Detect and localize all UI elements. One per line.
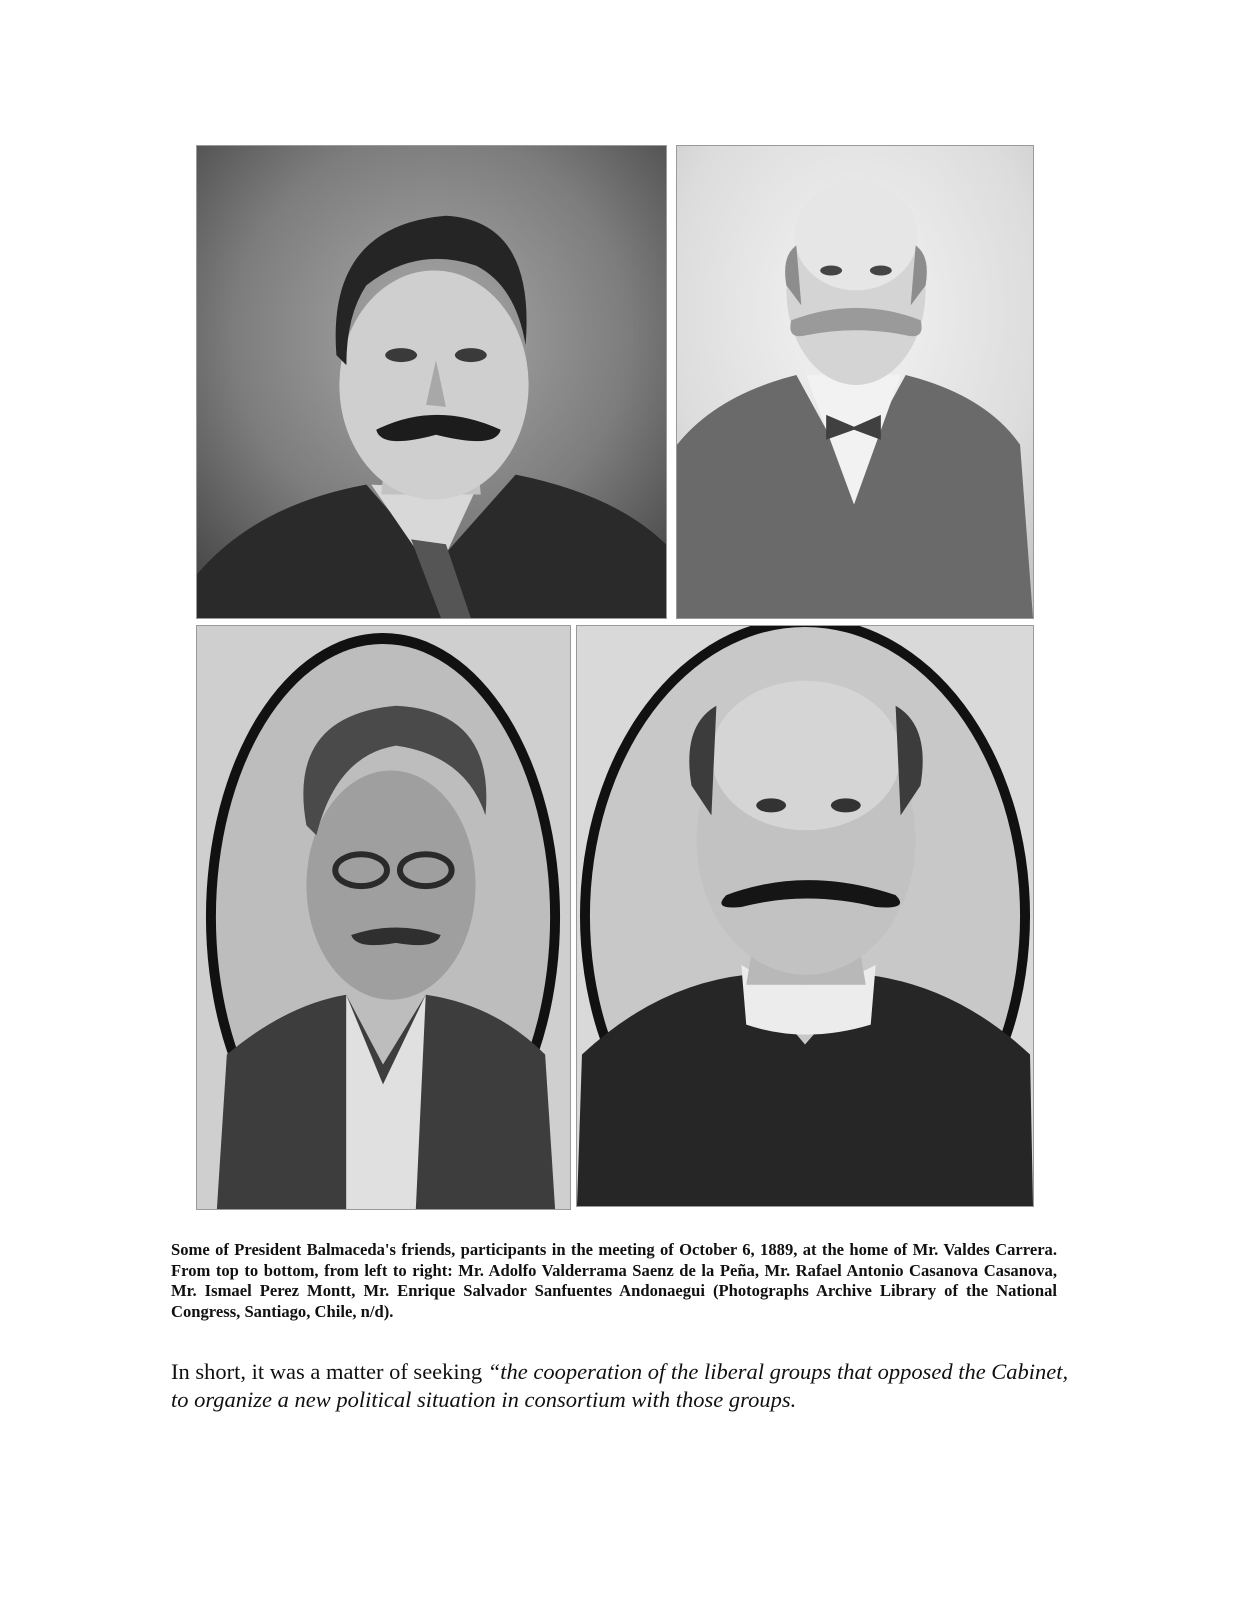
portrait-4-image xyxy=(577,626,1033,1206)
portrait-photo-3 xyxy=(196,625,571,1210)
portrait-1-image xyxy=(197,146,666,618)
portrait-3-image xyxy=(197,626,570,1209)
body-lead-text: In short, it was a matter of seeking xyxy=(171,1359,488,1384)
portrait-photo-2 xyxy=(676,145,1034,619)
body-paragraph xyxy=(171,1358,1071,1414)
body-quote-text: “the cooperation of the liberal groups that opposed the Cabinet, to organize a new political situation in consortium with those groups. xyxy=(171,1359,1069,1412)
portrait-2-image xyxy=(677,146,1033,618)
photo-caption: Some of President Balmaceda's friends, participants in the meeting of October 6, 1889, at the home of Mr. Valdes Carrera. From top to bottom, from left to right: Mr. Adolfo Valderrama Saenz de la Peña, Mr. Rafael Antonio Casanova Casanova, Mr. Ismael Perez Montt, Mr. Enrique Salvador Sanfuentes Andonaegui (Photographs Archive Library of the National Congress, Santiago, Chile, n/d). xyxy=(171,1240,1057,1321)
portrait-photo-4 xyxy=(576,625,1034,1207)
portrait-photo-1 xyxy=(196,145,667,619)
